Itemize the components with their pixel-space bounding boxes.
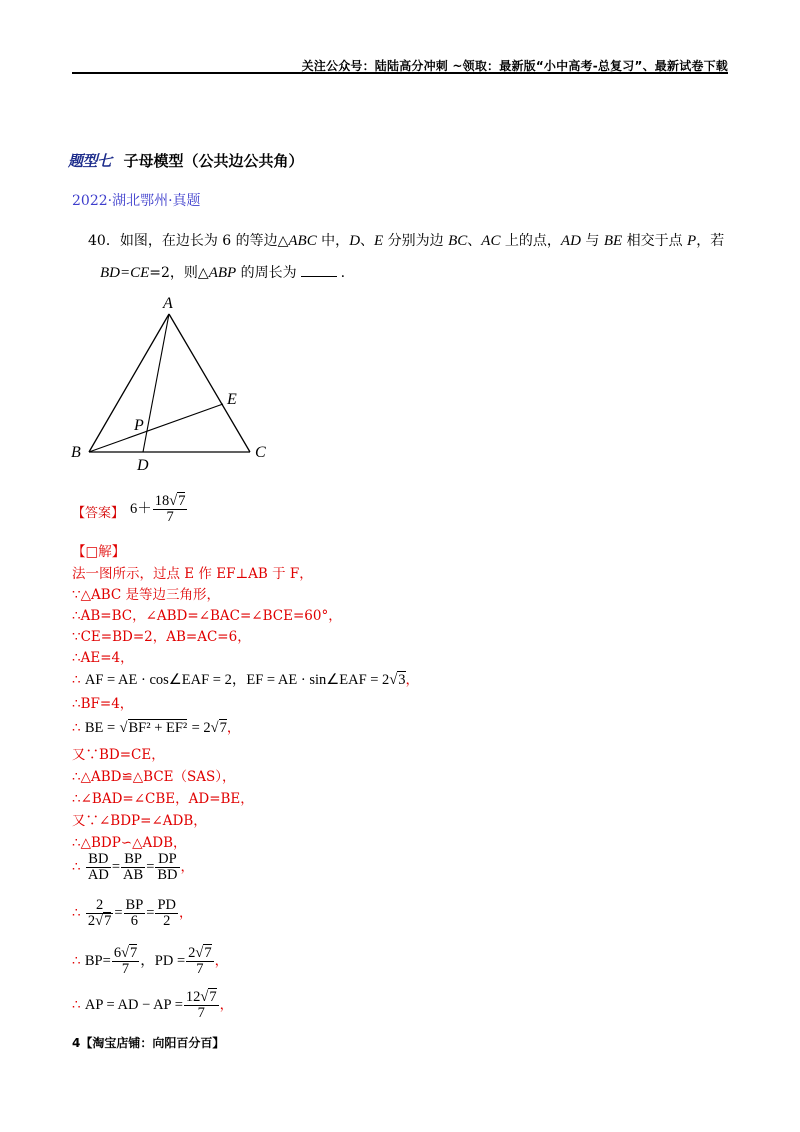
therefore: ∴ xyxy=(72,720,81,736)
solution-line: ∴AE=4， xyxy=(72,650,134,666)
math: BE = xyxy=(84,720,116,736)
solution-line: ∴ BE = √BF² + EF² = 2√7， xyxy=(72,720,241,736)
page-number: 4 xyxy=(72,1036,81,1050)
fraction: $\frac{12√7}{7}$ xyxy=(185,989,217,1022)
answer-label: 【答案】 xyxy=(72,506,125,521)
solution-line: ∴ $\frac{BD}{AD}$ = $\frac{BP}{AB}$ = $\frac{DP}{BD}$ ， xyxy=(72,851,195,884)
solution-line: 法一图所示，过点 E 作 EF⊥AB 于 F， xyxy=(72,566,313,582)
radicand: 7 xyxy=(178,493,186,509)
num: 12 xyxy=(185,989,201,1005)
q-var: ABC xyxy=(288,233,317,249)
label-c: C xyxy=(255,444,266,461)
den: AD xyxy=(87,867,109,884)
q-text: 上的点， xyxy=(500,233,561,249)
num: BP xyxy=(121,852,145,868)
radicand: BF² + EF² xyxy=(128,720,188,736)
den: 7 xyxy=(166,509,174,526)
therefore: ∴ xyxy=(72,997,81,1014)
solution-line: ∴AB=BC，∠ABD=∠BAC=∠BCE=60°， xyxy=(72,608,342,624)
math: BP= xyxy=(84,953,111,970)
side-ac xyxy=(169,314,250,452)
triangle-figure xyxy=(60,292,290,477)
num: BD xyxy=(86,852,111,868)
q-text: 与 xyxy=(580,233,604,249)
fraction xyxy=(121,852,145,883)
therefore: ∴ xyxy=(72,905,81,922)
solution-line: ∴BF=4， xyxy=(72,696,134,712)
radicand: 7 xyxy=(219,720,227,736)
answer-int: 6＋ xyxy=(130,501,152,518)
answer-fraction: $\frac{18√7}{7}$ xyxy=(154,493,186,526)
q-var: BC xyxy=(448,233,468,249)
solution-line xyxy=(72,990,233,1021)
den: 6 xyxy=(130,913,139,930)
solution-label: 【□解】 xyxy=(72,544,126,560)
fraction xyxy=(124,898,146,929)
q-text: 的周长为 xyxy=(236,265,297,281)
q-var: BD=CE xyxy=(100,265,150,281)
solution-line: 又∵BD=CE， xyxy=(72,747,165,763)
q-var: ABP xyxy=(208,265,237,281)
q-var: BE xyxy=(603,233,623,249)
fraction: $\frac{6√7}{7}$ xyxy=(113,945,138,978)
fraction: $\frac{2}{2√7}$ xyxy=(87,897,112,930)
side-ab xyxy=(89,314,169,452)
solution-line: ∴ AF = AE · cos∠EAF = 2，EF = AE · sin∠EAF = 2√3， xyxy=(72,672,420,688)
den: 2 xyxy=(163,913,171,930)
num: BP xyxy=(125,897,144,913)
q-text: 、 xyxy=(360,233,375,249)
num: 18 xyxy=(154,493,170,509)
q-var: AC xyxy=(481,233,501,249)
den: 2 xyxy=(87,913,96,930)
punct: ， xyxy=(226,720,241,736)
math: = 2 xyxy=(191,720,211,736)
solution-line: ∵△ABC 是等边三角形， xyxy=(72,587,221,603)
den: 7 xyxy=(121,961,130,978)
label-e: E xyxy=(227,391,237,408)
punct: ， xyxy=(219,997,234,1014)
radicand: 3 xyxy=(398,672,406,688)
header-text: 关注公众号：陆陆高分冲刺 ~领取：最新版“小中高考-总复习”、最新试卷下载 xyxy=(301,59,728,73)
num: PD xyxy=(157,897,177,913)
num: DP xyxy=(155,852,179,868)
section-heading xyxy=(68,150,304,171)
solution-line: ∴ $\frac{2}{2√7}$ = $\frac{BP}{6}$ = $\frac{PD}{2}$ ， xyxy=(72,897,193,930)
label-p: P xyxy=(134,417,144,434)
q-text: 相交于点 xyxy=(622,233,688,249)
solution-line: 又∵∠BDP=∠ADB， xyxy=(72,813,207,829)
fraction: $\frac{2√7}{7}$ xyxy=(188,945,212,978)
den: 7 xyxy=(197,1005,205,1022)
q-text: 40．如图，在边长为 6 的等边△ xyxy=(88,233,289,249)
question-line-1 xyxy=(88,230,724,250)
fraction xyxy=(155,898,178,929)
punct: ， xyxy=(179,905,193,922)
segment-be xyxy=(89,404,223,452)
solution-line xyxy=(72,946,228,977)
q-var: P xyxy=(687,233,697,249)
radicand: 7 xyxy=(209,989,217,1005)
fraction xyxy=(86,852,111,883)
q-text: =2，则△ xyxy=(149,265,209,281)
q-var: E xyxy=(374,233,384,249)
q-text: 、 xyxy=(467,233,482,249)
question-line-2 xyxy=(100,262,345,282)
solution-line: ∴△BDP∽△ADB， xyxy=(72,835,187,851)
num: 2 xyxy=(86,898,113,914)
fraction xyxy=(155,852,179,883)
solution-line: ∴∠BAD=∠CBE，AD=BE， xyxy=(72,791,254,807)
footer xyxy=(72,1034,224,1051)
answer-blank xyxy=(301,264,337,277)
q-text: 分别为边 xyxy=(383,233,449,249)
q-var: AD xyxy=(560,233,581,249)
math: ，PD = xyxy=(140,953,186,970)
radicand: 7 xyxy=(130,945,138,961)
label-b: B xyxy=(71,444,81,461)
q-text: . xyxy=(340,265,346,281)
q-var: D xyxy=(349,233,361,249)
den: 7 xyxy=(196,961,204,978)
section-title: 子母模型（公共边公共角） xyxy=(123,152,304,170)
den: BD xyxy=(157,867,178,884)
math: AP = AD − AP = xyxy=(84,997,183,1014)
q-text: 中， xyxy=(316,233,350,249)
therefore: ∴ xyxy=(72,953,81,970)
question-source: 2022·湖北鄂州·真题 xyxy=(72,193,201,209)
punct: ， xyxy=(180,859,195,876)
therefore: ∴ xyxy=(72,672,81,688)
section-tag: 题型七 xyxy=(68,152,112,170)
num: 2 xyxy=(188,945,196,961)
label-a: A xyxy=(163,295,173,312)
radicand: 7 xyxy=(204,945,212,961)
punct: ， xyxy=(405,672,420,688)
shop-text: 【淘宝店铺：向阳百分百】 xyxy=(80,1036,225,1050)
num: 6 xyxy=(113,945,122,961)
answer-value xyxy=(130,494,188,525)
label-d: D xyxy=(137,457,149,474)
q-text: ，若 xyxy=(696,233,725,249)
punct: ， xyxy=(214,953,229,970)
header-rule xyxy=(72,72,728,74)
solution-line: ∵CE=BD=2，AB=AC=6， xyxy=(72,629,251,645)
therefore: ∴ xyxy=(72,859,81,876)
math: AF = AE · cos∠EAF = 2，EF = AE · sin∠EAF = 2 xyxy=(84,672,390,688)
solution-line: ∴△ABD≌△BCE（SAS）， xyxy=(72,769,236,785)
radicand: 7 xyxy=(104,913,112,930)
den: AB xyxy=(123,867,144,884)
